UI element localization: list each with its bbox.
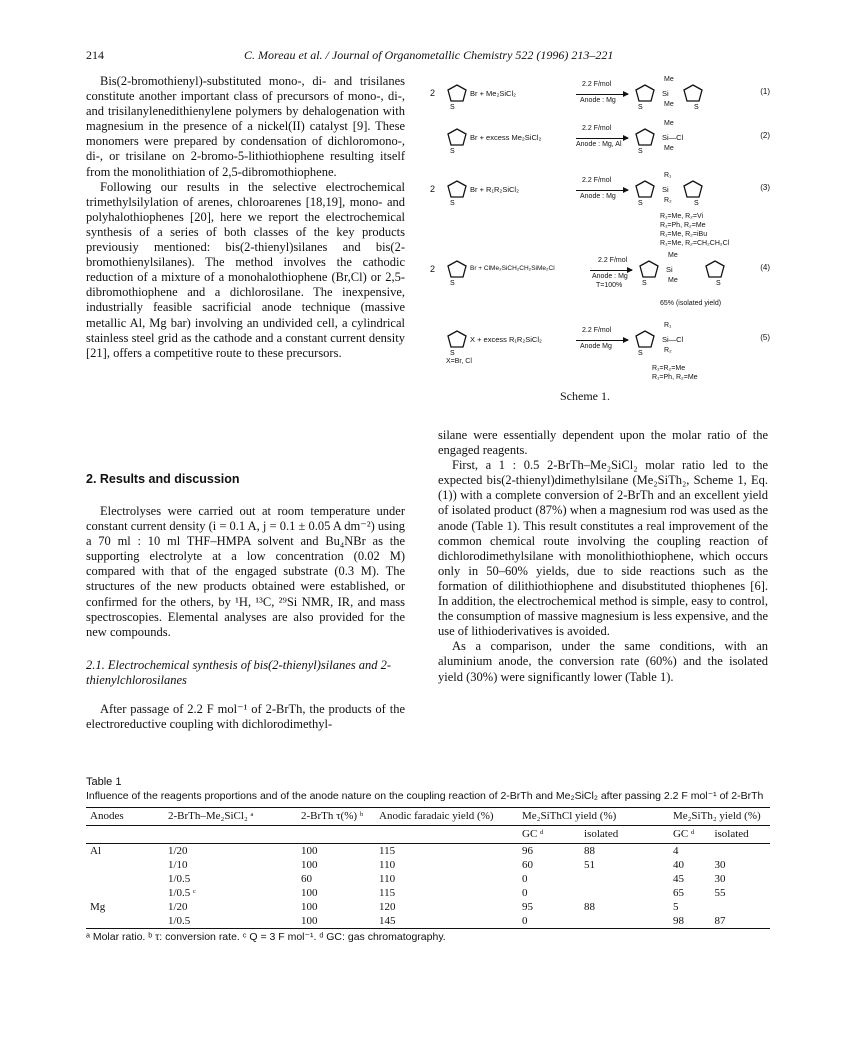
col-th2: Me₂SiTh₂ yield (%)	[669, 808, 770, 826]
col-faradaic: Anodic faradaic yield (%)	[375, 808, 518, 826]
table-subheader-row	[86, 826, 770, 844]
table-row: Al 1/20 100 115 96 88 4	[90, 845, 679, 857]
paragraph-comparison: As a comparison, under the same conditions, with an aluminium anode, the conversion rate (60%) and the isolated yield (30%) were significantly lower (Table 1).	[438, 639, 768, 684]
scheme-caption: Scheme 1.	[560, 389, 610, 403]
page-number: 214	[86, 48, 104, 62]
table-row: 1/10 100 110 60 51 40 30	[168, 859, 726, 871]
table-caption: Influence of the reagents proportions and of the anode nature on the coupling reaction of 2-BrTh and Me₂SiCl₂ after passing 2.2 F mol⁻¹ of 2-BrTh	[86, 790, 764, 802]
thiophene-ring-icon	[632, 82, 658, 110]
thiophene-ring-icon	[636, 258, 662, 286]
col-thcl-isolated: isolated	[580, 826, 669, 844]
page-header	[86, 48, 766, 64]
thiophene-ring-icon	[444, 328, 470, 356]
reaction-arrow	[576, 138, 628, 139]
col-th2-isolated: isolated	[710, 826, 770, 844]
col-thcl-gc: GC ᵈ	[518, 826, 580, 844]
thiophene-ring-icon	[444, 82, 470, 110]
left-column-bottom	[86, 472, 405, 732]
left-column-top	[86, 74, 405, 361]
col-th2-gc: GC ᵈ	[669, 826, 711, 844]
thiophene-ring-icon	[702, 258, 728, 286]
svg-text:S: S	[638, 350, 643, 356]
paragraph-silane-dependent: silane were essentially dependent upon the molar ratio of the engaged reagents.	[438, 428, 768, 458]
col-anodes: Anodes	[86, 808, 164, 826]
paragraph-first-ratio: First, a 1 : 0.5 2-BrTh–Me₂SiCl₂ molar ratio led to the expected bis(2-thienyl)dimethylsilane (Me₂SiTh₂, Scheme 1, Eq. (1)) with a complete conversion of 2-BrTh and an excellent yield of isolated product (87%) when a magnesium rod was used as the anode (Table 1). This result constitutes a real improvement of the common chemical route involving the coupling reaction of dichlorodimethylsilane with monolithiothiophene, which occurs only in 50–60% yields, due to side reactions such as the formation of dilithiothiophene and disubstituted thiophenes [6]. In addition, the electrochemical method is simple, easy to control, the consumption of massive magnesium is less expensive, and the use of lithioderivatives is avoided.	[438, 458, 768, 639]
scheme-reaction-5: S X + excess R₁R₂SiCl₂ X=Br, Cl 2.2 F/mol Anode Mg S R₁ Si—Cl R₂ (5) R₁=R₂=Me R₁=Ph, R₂=Me	[446, 322, 770, 381]
table-row: 1/0.5 100 145 0 98 87	[86, 914, 770, 929]
thiophene-ring-icon	[444, 126, 470, 154]
table-header-row	[86, 808, 770, 826]
svg-text:S: S	[638, 148, 643, 154]
scheme-reaction-3: 2 S Br + R₁R₂SiCl₂ 2.2 F/mol Anode : Mg S R₁ Si R₂ S (3) R₁=Me, R₂=Vi R₁=Ph, R₂=Me R₁=Me, R₂=iBu R₁=Me, R₂=CH₂CH₂Cl	[430, 172, 770, 247]
svg-text:S: S	[694, 104, 699, 110]
data-table	[86, 807, 770, 929]
section-heading-results: 2. Results and discussion	[86, 472, 240, 486]
scheme-reaction-2: S Br + excess Me₂SiCl₂ 2.2 F/mol Anode : Mg, Al S Me Si—Cl Me (2)	[430, 122, 770, 174]
col-ratio: 2-BrTh–Me₂SiCl₂ ᵃ	[164, 808, 297, 826]
svg-text:S: S	[450, 350, 455, 356]
svg-text:S: S	[638, 104, 643, 110]
table-footnote: ᵃ Molar ratio. ᵇ τ: conversion rate. ᶜ Q = 3 F mol⁻¹. ᵈ GC: gas chromatography.	[86, 931, 446, 943]
thiophene-ring-icon	[680, 178, 706, 206]
reaction-arrow	[576, 94, 628, 95]
reaction-scheme	[430, 74, 770, 404]
svg-text:S: S	[450, 200, 455, 206]
thiophene-ring-icon	[632, 178, 658, 206]
thiophene-ring-icon	[680, 82, 706, 110]
svg-text:S: S	[450, 280, 455, 286]
reaction-5-notes: R₁=R₂=Me R₁=Ph, R₂=Me	[652, 365, 698, 381]
reaction-arrow	[590, 270, 632, 271]
scheme-reaction-1: 2 S Br + Me₂SiCl₂ 2.2 F/mol Anode : Mg S Me Si Me S (1)	[430, 76, 770, 110]
right-column	[438, 428, 768, 685]
thiophene-ring-icon	[444, 178, 470, 206]
svg-text:S: S	[694, 200, 699, 206]
scheme-reaction-4: 2 S Br + ClMe₂SiCH₂CH₂SiMe₂Cl 2.2 F/mol Anode : Mg T=100% S Me Si Me S (4) 65% (isolated yield)	[430, 252, 770, 307]
table-1	[86, 776, 770, 943]
reaction-arrow	[576, 340, 628, 341]
paragraph-intro-2: Following our results in the selective electrochemical trimethylsilylation of arenes, chloroarenes [18,19], mono- and polyhalothiophenes [20], here we report the electrochemical synthesis of a series of both classes of the key products previousiy mentioned: bis(2-thienyl)silanes and bis(2-bromothienylsilanes). The method involves the cathodic reduction of a mixture of a monohalothiophene (Br,Cl) or 2,5-dibromothiophene and a dichlorosilane. The inexpensive, industrially feasible sacrificial anode technique (massive metallic Al, Mg bar) involving an undivided cell, a cylindrical stainless steel grid as the cathode and a constant current density [21], offers a competitive route to these precursors.	[86, 179, 405, 360]
table-label: Table 1	[86, 776, 122, 788]
svg-text:S: S	[638, 200, 643, 206]
svg-text:S: S	[642, 280, 647, 286]
col-thcl: Me₂SiThCl yield (%)	[518, 808, 669, 826]
paragraph-intro-1: Bis(2-bromothienyl)-substituted mono-, di- and trisilanes constitute another important class of precursors of mono-, di-, and trisilanylenedithienylene polymers by dehalogenation with magnesium in the presence of a nickel(II) catalyst [9]. These monomers were prepared by condensation of dichloromono-, di-, or trisilane on 2-bromo-5-lithiothiophene resulting itself from the monolithiation of 2,5-dibromothiophene.	[86, 74, 405, 179]
svg-text:S: S	[716, 280, 721, 286]
table-row: Mg 1/20 100 120 95 88 5	[90, 901, 679, 913]
running-head: C. Moreau et al. / Journal of Organometallic Chemistry 522 (1996) 213–221	[244, 48, 614, 62]
thiophene-ring-icon	[444, 258, 470, 286]
table-row: 1/0.5 60 110 0 45 30	[168, 873, 726, 885]
svg-text:S: S	[450, 104, 455, 110]
reaction-arrow	[576, 190, 628, 191]
reaction-3-notes: R₁=Me, R₂=Vi R₁=Ph, R₂=Me R₁=Me, R₂=iBu R₁=Me, R₂=CH₂CH₂Cl	[660, 213, 730, 247]
paragraph-after-passage: After passage of 2.2 F mol⁻¹ of 2-BrTh, the products of the electroreductive coupling with dichlorodimethyl-	[86, 701, 405, 731]
thiophene-ring-icon	[632, 328, 658, 356]
col-tau: 2-BrTh τ(%) ᵇ	[297, 808, 375, 826]
paragraph-electrolyses: Electrolyses were carried out at room temperature under constant current density (i = 0.1 A, j = 0.1 ± 0.05 A dm⁻²) using a 70 ml : 10 ml THF–HMPA solvent and Bu₄NBr as the supporting electrolyte at a low concentration (0.02 M) compared with that of the engaged substrate (0.3 M). The structures of the new products obtained were established, or confirmed for the others, by ¹H, ¹³C, ²⁹Si NMR, IR, and mass spectroscopies. Elemental analyses are also provided for the new compounds.	[86, 504, 405, 639]
thiophene-ring-icon	[632, 126, 658, 154]
subsection-heading-2-1: 2.1. Electrochemical synthesis of bis(2-thienyl)silanes and 2-thienylchlorosilanes	[86, 657, 392, 687]
table-row: 1/0.5 ᶜ 100 115 0 65 55	[168, 887, 726, 899]
svg-text:S: S	[450, 148, 455, 154]
